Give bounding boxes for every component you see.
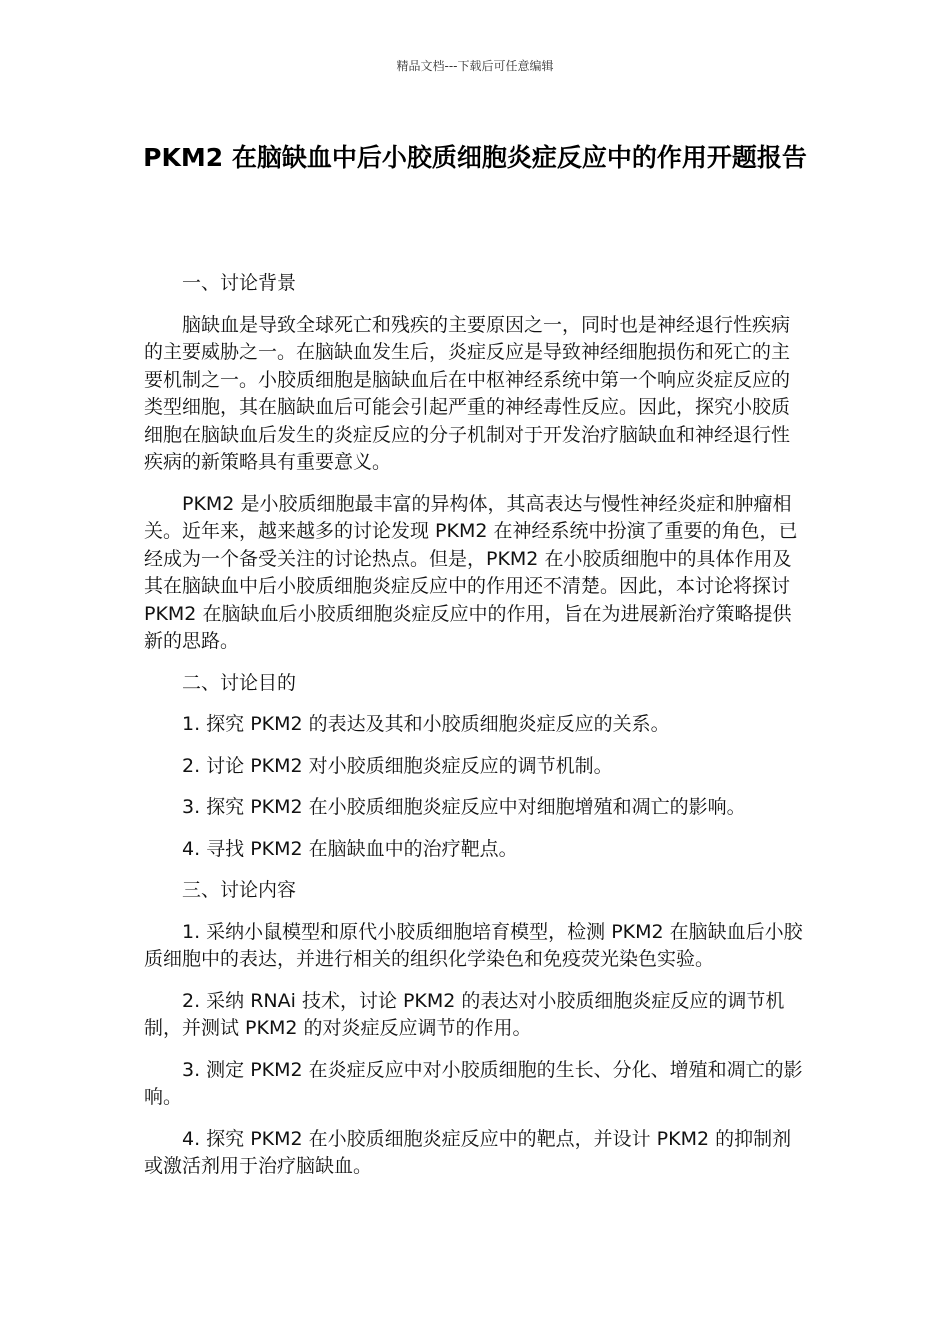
document-body: [144, 270, 806, 1181]
section-heading-background: 一、讨论背景: [182, 272, 297, 294]
section-heading-content: 三、讨论内容: [182, 879, 297, 901]
content-item: 3. 测定 PKM2 在炎症反应中对小胶质细胞的生长、分化、增殖和凋亡的影响。: [144, 1058, 803, 1108]
page-header-note: 精品文档---下载后可任意编辑: [396, 59, 554, 73]
objective-item: 1. 探究 PKM2 的表达及其和小胶质细胞炎症反应的关系。: [182, 713, 670, 735]
document-title: PKM2 在脑缺血中后小胶质细胞炎症反应中的作用开题报告: [143, 143, 807, 172]
content-item: 2. 采纳 RNAi 技术，讨论 PKM2 的表达对小胶质细胞炎症反应的调节机制，并测试 PKM2 的对炎症反应调节的作用。: [144, 989, 785, 1039]
content-item: 1. 采纳小鼠模型和原代小胶质细胞培育模型，检测 PKM2 在脑缺血后小胶质细胞中的表达，并进行相关的组织化学染色和免疫荧光染色实验。: [144, 920, 803, 970]
content-item: 4. 探究 PKM2 在小胶质细胞炎症反应中的靶点，并设计 PKM2 的抑制剂或激活剂用于治疗脑缺血。: [144, 1127, 792, 1177]
background-paragraph-1: 脑缺血是导致全球死亡和残疾的主要原因之一，同时也是神经退行性疾病的主要威胁之一。在脑缺血发生后，炎症反应是导致神经细胞损伤和死亡的主要机制之一。小胶质细胞是脑缺血后在中枢神经系统中第一个响应炎症反应的类型细胞，其在脑缺血后可能会引起严重的神经毒性反应。因此，探究小胶质细胞在脑缺血后发生的炎症反应的分子机制对于开发治疗脑缺血和神经退行性疾病的新策略具有重要意义。: [144, 313, 791, 473]
background-paragraph-2: PKM2 是小胶质细胞最丰富的异构体，其高表达与慢性神经炎症和肿瘤相关。近年来，越来越多的讨论发现 PKM2 在神经系统中扮演了重要的角色，已经成为一个备受关注的讨论热点。但是，PKM2 在小胶质细胞中的具体作用及其在脑缺血中后小胶质细胞炎症反应中的作用还不清楚。因此，本讨论将探讨 PKM2 在脑缺血后小胶质细胞炎症反应中的作用，旨在为进展新治疗策略提供新的思路。: [144, 492, 798, 652]
objective-item: 4. 寻找 PKM2 在脑缺血中的治疗靶点。: [182, 837, 518, 860]
section-heading-objectives: 二、讨论目的: [182, 671, 297, 694]
objective-item: 3. 探究 PKM2 在小胶质细胞炎症反应中对细胞增殖和凋亡的影响。: [182, 796, 746, 818]
objective-item: 2. 讨论 PKM2 对小胶质细胞炎症反应的调节机制。: [182, 754, 613, 777]
